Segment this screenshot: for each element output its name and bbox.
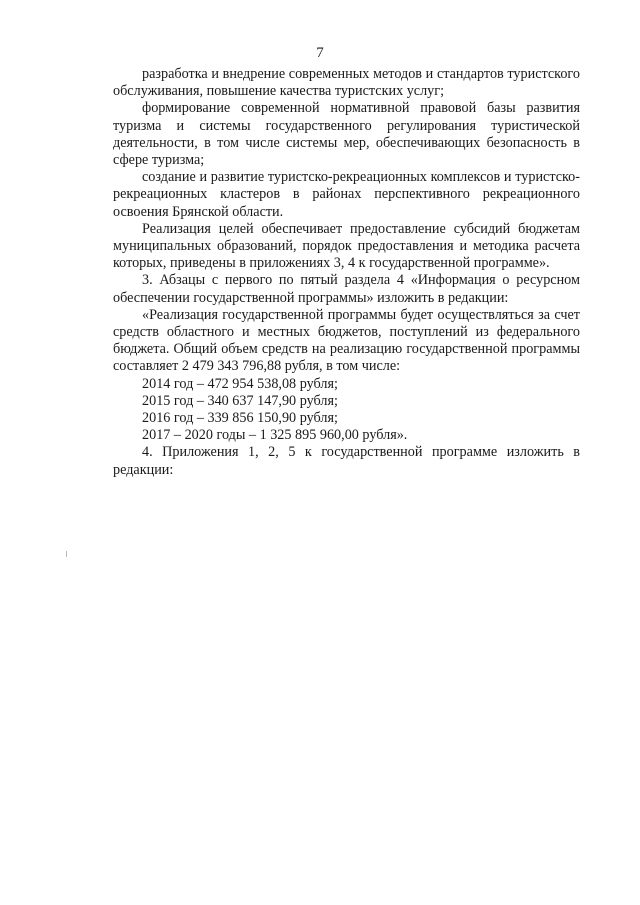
paragraph-section-4-amendment: 3. Абзацы с первого по пятый раздела 4 «Информация о ресурсном обеспечении государственной программы» изложить в редакции: <box>113 272 580 306</box>
document-body <box>113 66 580 479</box>
paragraph-subsidies: Реализация целей обеспечивает предоставление субсидий бюджетам муниципальных образований, порядок предоставления и методика расчета которых, приведены в приложениях 3, 4 к государственной программе». <box>113 220 580 272</box>
scan-margin-mark <box>66 551 67 557</box>
paragraph-recreation-clusters: создание и развитие туристско-рекреационных комплексов и туристско-рекреационных кластеров в районах перспективного рекреационного освоения Брянской области. <box>113 169 580 220</box>
page-number: 7 <box>316 45 324 61</box>
funding-line-2017-2020: 2017 – 2020 годы – 1 325 895 960,00 рубля». <box>142 427 408 444</box>
funding-line-2016: 2016 год – 339 856 150,90 рубля; <box>142 410 338 427</box>
paragraph-appendices-amendment: 4. Приложения 1, 2, 5 к государственной программе изложить в редакции: <box>113 444 580 478</box>
paragraph-funding-total: «Реализация государственной программы будет осуществляться за счет средств областного и местных бюджетов, поступлений из федерального бюджета. Общий объем средств на реализацию государственной программы составляет 2 479 343 796,88 рубля, в том числе: <box>113 306 580 375</box>
paragraph-legal-framework: формирование современной нормативной правовой базы развития туризма и системы государственного регулирования туристической деятельности, в том числе системы мер, обеспечивающих безопасность в сфере туризма; <box>113 100 580 169</box>
paragraph-tourism-standards: разработка и внедрение современных методов и стандартов туристского обслуживания, повышение качества туристских услуг; <box>113 66 580 100</box>
funding-line-2014: 2014 год – 472 954 538,08 рубля; <box>142 375 338 392</box>
funding-line-2015: 2015 год – 340 637 147,90 рубля; <box>142 392 338 409</box>
